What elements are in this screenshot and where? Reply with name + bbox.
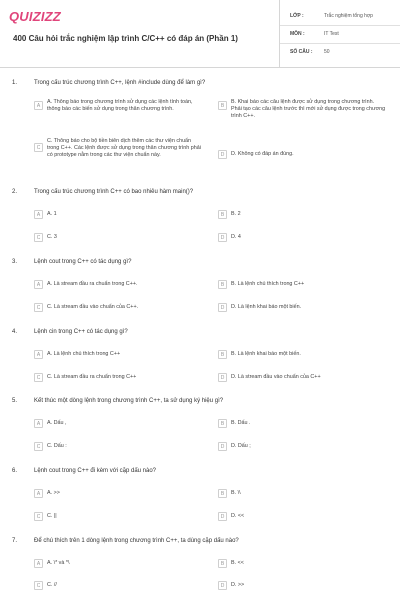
question-text: Lệnh cout trong C++ đi kèm với cặp dấu nào? (34, 468, 157, 474)
option-text: C. Là stream đầu vào chuẩn của C++. (47, 304, 139, 310)
option-key-box: B (218, 210, 227, 219)
option-key-box: B (218, 489, 227, 498)
option-key-box: C (34, 512, 43, 521)
option-text: A. Là lệnh chú thích trong C++ (47, 351, 121, 357)
option-text: D. >> (231, 582, 245, 588)
meta-label: LỚP : (290, 13, 304, 19)
question-number: 6. (12, 468, 18, 474)
question-text: Lệnh cin trong C++ có tác dụng gì? (34, 329, 128, 335)
quizizz-logo: QUIZIZZ (9, 9, 61, 24)
option-text: B. Là lệnh chú thích trong C++ (231, 281, 305, 287)
option-text: A. Dấu , (47, 420, 67, 426)
question-text: Kết thúc một dòng lệnh trong chương trình C++, ta sử dụng ký hiệu gì? (34, 398, 224, 404)
meta-value: 50 (324, 49, 330, 55)
option-text: C. Là stream đầu ra chuẩn trong C++ (47, 374, 137, 380)
worksheet-header (0, 0, 400, 68)
option-text: B. Là lệnh khai báo một biến. (231, 351, 301, 357)
question-number: 2. (12, 189, 18, 195)
option-key-box: D (218, 303, 227, 312)
meta-label: SỐ CÂU : (290, 49, 313, 55)
option-text: B. \\ (231, 490, 241, 496)
question-number: 5. (12, 398, 18, 404)
option-key-box: C (34, 442, 43, 451)
option-key-box: A (34, 559, 43, 568)
option-key-box: D (218, 150, 227, 159)
option-key-box: C (34, 581, 43, 590)
option-text: B. Khai báo các câu lệnh được sử dụng trong chương trình. Phải tạo các câu lệnh trước thì mới sử dụng được trong chương trình C++. (231, 99, 386, 119)
question-text: Để chú thích trên 1 dòng lệnh trong chương trình C++, ta dùng cặp dấu nào? (34, 538, 239, 544)
option-key-box: B (218, 101, 227, 110)
option-key-box: C (34, 303, 43, 312)
option-text: A. Là stream đầu ra chuẩn trong C++. (47, 281, 138, 287)
option-key-box: A (34, 419, 43, 428)
option-text: D. Không có đáp án đúng. (231, 151, 294, 157)
option-key-box: A (34, 101, 43, 110)
question-number: 7. (12, 538, 18, 544)
option-key-box: A (34, 280, 43, 289)
option-key-box: C (34, 233, 43, 242)
option-key-box: A (34, 210, 43, 219)
meta-row-subject (280, 26, 400, 44)
option-text: B. << (231, 560, 244, 566)
option-text: D. Là stream đầu vào chuẩn của C++ (231, 374, 321, 380)
option-text: B. 2 (231, 211, 241, 217)
question-number: 4. (12, 329, 18, 335)
meta-value: IT Test (324, 31, 339, 37)
option-text: B. Dấu . (231, 420, 251, 426)
option-text: C. Thông báo cho bộ tiền biên dịch thêm các thư viện chuẩn trong C++. Các lệnh được sử dụng trong thân chương trình phải có prototype nằm trong các thư viện chuẩn này. (47, 138, 201, 158)
option-key-box: D (218, 373, 227, 382)
meta-row-count (280, 44, 400, 61)
option-key-box: C (34, 143, 43, 152)
option-text: D. 4 (231, 234, 241, 240)
option-text: C. 3 (47, 234, 57, 240)
question-text: Lệnh cout trong C++ có tác dụng gì? (34, 259, 132, 265)
option-key-box: A (34, 350, 43, 359)
meta-label: MÔN : (290, 31, 305, 37)
meta-value: Trắc nghiệm tổng hợp (324, 13, 373, 19)
option-key-box: D (218, 233, 227, 242)
option-key-box: D (218, 581, 227, 590)
worksheet-title: 400 Câu hỏi trắc nghiệm lập trình C/C++ có đáp án (Phần 1) (13, 34, 238, 43)
question-text: Trong cấu trúc chương trình C++ có bao nhiêu hàm main()? (34, 189, 194, 195)
option-key-box: B (218, 350, 227, 359)
meta-row-class (280, 8, 400, 26)
option-key-box: A (34, 489, 43, 498)
question-number: 1. (12, 80, 18, 86)
option-text: C. // (47, 582, 57, 588)
option-text: A. Thông báo trong chương trình sử dụng các lệnh tính toán, thông báo các biến sử dụng trong thân chương trình. (47, 99, 193, 112)
option-key-box: B (218, 559, 227, 568)
option-text: C. Dấu : (47, 443, 67, 449)
option-key-box: D (218, 512, 227, 521)
option-text: D. << (231, 513, 245, 519)
option-text: A. \* và *\ (47, 560, 70, 566)
option-key-box: B (218, 419, 227, 428)
option-text: A. >> (47, 490, 60, 496)
option-text: D. Là lệnh khai báo một biến. (231, 304, 302, 310)
question-text: Trong cấu trúc chương trình C++, lệnh #include dùng để làm gì? (34, 80, 206, 86)
option-key-box: B (218, 280, 227, 289)
option-text: C. || (47, 513, 57, 519)
option-key-box: D (218, 442, 227, 451)
worksheet-meta (279, 0, 400, 68)
option-text: A. 1 (47, 211, 57, 217)
option-key-box: C (34, 373, 43, 382)
option-text: D. Dấu ; (231, 443, 251, 449)
question-number: 3. (12, 259, 18, 265)
